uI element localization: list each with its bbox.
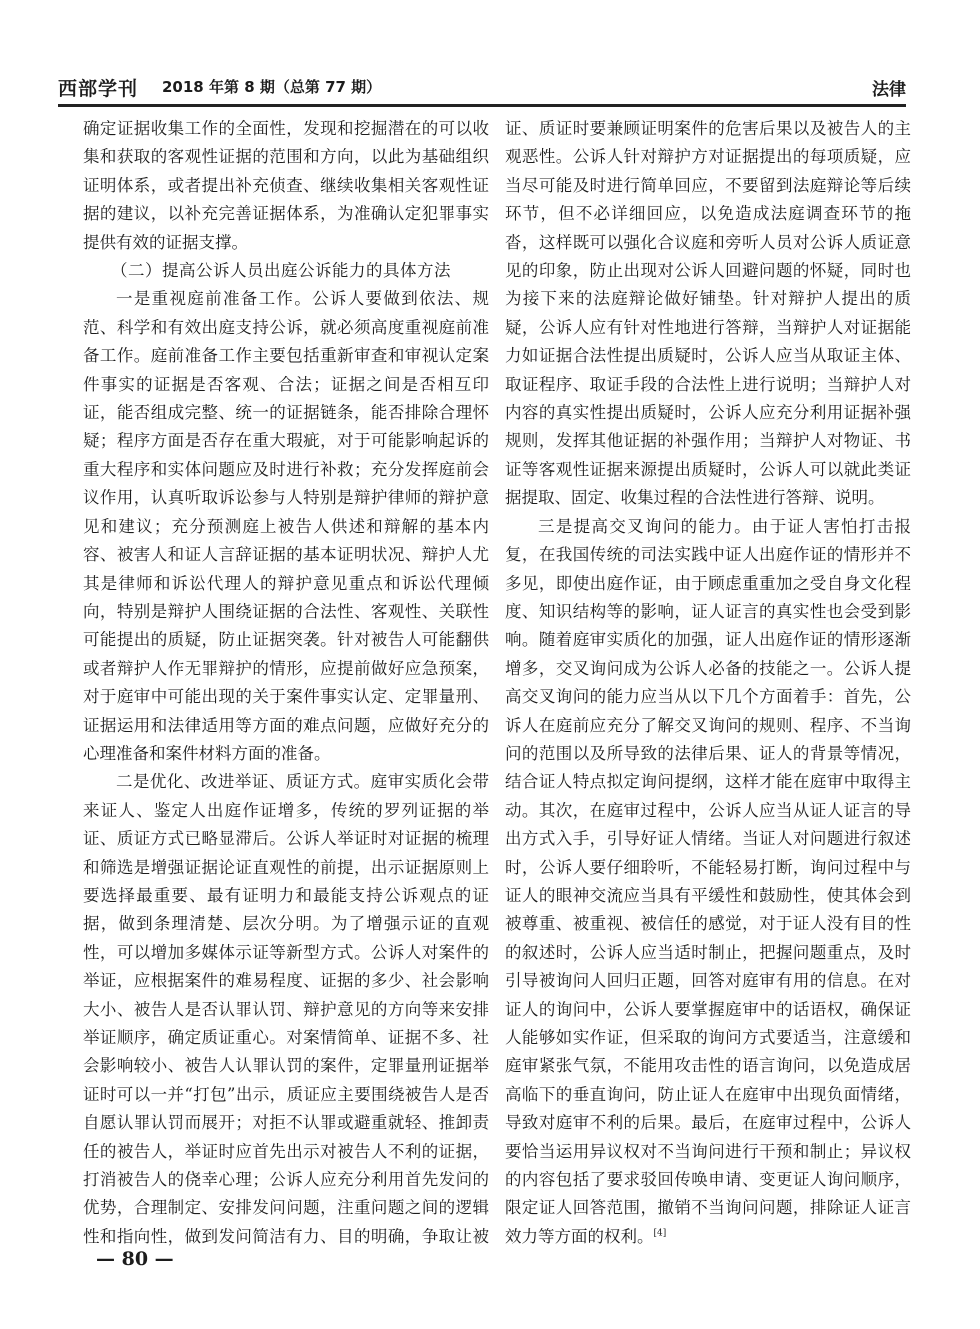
paragraph-text: 三是提高交叉询问的能力。由于证人害怕打击报复，在我国传统的司法实践中证人出庭作证的情形并不多见，即使出庭作证，由于顾虑重重加之受自身文化程度、知识结构等的影响，证人证言的真实性也会受到影响。随着庭审实质化的加强，证人出庭作证的情形逐渐增多，交叉询问成为公诉人必备的技能之一。公诉人提高交叉询问的能力应当从以下几个方面着手：首先，公诉人在庭前应充分了解交叉询问的规则、程序、不当询问的范围以及所导致的法律后果、证人的背景等情况，结合证人特点拟定询问提纲，这样才能在庭审中取得主动。其次，在庭审过程中，公诉人应当从证人证言的导出方式入手，引导好证人情绪。当证人对问题进行叙述时，公诉人要仔细聆听，不能轻易打断，询问过程中与证人的眼神交流应当具有平缓性和鼓励性，使其体会到被尊重、被重视、被信任的感觉，对于证人没有目的性的叙述时，公诉人应当适时制止，把握问题重点，及时引导被询问人回归正题，回答对庭审有用的信息。在对证人的询问中，公诉人要掌握庭审中的话语权，确保证人能够如实作证，但采取的询问方式要适当，注意缓和庭审紧张气氛，不能用攻击性的语言询问，以免造成居高临下的垂直询问，防止证人在庭审中出现负面情绪，导致对庭审不利的后果。最后，在庭审过程中，公诉人要恰当运用异议权对不当询问进行干预和制止；异议权的内容包括了要求驳回传唤申请、变更证人询问顺序，限定证人回答范围，撤销不当询问问题，排除证人证言效力等方面的权利。 [505, 516, 911, 1246]
citation-marker: [4] [653, 1228, 667, 1239]
journal-name: 西部学刊 [58, 78, 139, 100]
paragraph [505, 513, 911, 1250]
issue-info: 2018 年第 8 期（总第 77 期） [162, 78, 382, 96]
section-label: 法律 [872, 80, 906, 100]
subsection-heading: （二）提高公诉人员出庭公诉能力的具体方法 [111, 261, 452, 281]
header-rule [58, 104, 906, 107]
paragraph: 二是优化、改进举证、质证方式。庭审实质化会带来证人、鉴定人出庭作证增多，传统的罗列证据的举证、质证方式已略显滞后。公诉人举证时对证据的梳理和筛选是增强证据论证直观性的前提，出示证据原则上要选择最重要、最有证明力和最能支持公诉观点的证据，做到条理清楚、层次分明。为了增强示证的直观性，可以增加多媒体示证等新型方式。公诉人对案件的举证，应根据案件的难易程度、证据的多少、社会影响大小、被告人是否认罪认罚、辩护意见的方向等来安排举证顺序，确定质证重心。对案情简单、证据不多、社会影响较小、被告人认罪认罚的案件，定罪量刑证据举证时可以一并“打包”出示，质证应主要围绕被告人是否自愿认罪认罚而展开；对拒不认罪或避重就轻、推卸责任的被告人，举证时应首先出示对被告人不利的证据，打消被告人的侥幸心理；公诉人应充分利用首先发问的优势，合理制定、安排发问问题，注重问题之间的逻辑性和指向性，做到发问简洁有力、目的明确，争取让被 [83, 772, 489, 1246]
paragraph: 确定证据收集工作的全面性，发现和挖掘潜在的可以收集和获取的客观性证据的范围和方向，以此为基础组织证明体系，或者提出补充侦查、继续收集相关客观性证据的建议，以补充完善证据体系，为准确认定犯罪事实提供有效的证据支撑。 [83, 119, 489, 252]
left-column [83, 115, 489, 1250]
paragraph: 一是重视庭前准备工作。公诉人要做到依法、规范、科学和有效出庭支持公诉，就必须高度重视庭前准备工作。庭前准备工作主要包括重新审查和审视认定案件事实的证据是否客观、合法；证据之间是否相互印证，能否组成完整、统一的证据链条，能否排除合理怀疑；程序方面是否存在重大瑕疵，对于可能影响起诉的重大程序和实体问题应及时进行补救；充分发挥庭前会议作用，认真听取诉讼参与人特别是辩护律师的辩护意见和建议；充分预测庭上被告人供述和辩解的基本内容、被害人和证人言辞证据的基本证明状况、辩护人尤其是律师和诉讼代理人的辩护意见重点和诉讼代理倾向，特别是辩护人围绕证据的合法性、客观性、关联性可能提出的质疑，防止证据突袭。针对被告人可能翻供或者辩护人作无罪辩护的情形，应提前做好应急预案，对于庭审中可能出现的关于案件事实认定、定罪量刑、证据运用和法律适用等方面的难点问题，应做好充分的心理准备和案件材料方面的准备。 [83, 289, 489, 763]
running-header [58, 72, 906, 102]
paragraph: 证、质证时要兼顾证明案件的危害后果以及被告人的主观恶性。公诉人针对辩护方对证据提出的每项质疑，应当尽可能及时进行简单回应，不要留到法庭辩论等后续环节，但不必详细回应，以免造成法庭调查环节的拖沓，这样既可以强化合议庭和旁听人员对公诉人质证意见的印象，防止出现对公诉人回避问题的怀疑，同时也为接下来的法庭辩论做好铺垫。针对辩护人提出的质疑，公诉人应有针对性地进行答辩，当辩护人对证据能力如证据合法性提出质疑时，公诉人应当从取证主体、取证程序、取证手段的合法性上进行说明；当辩护人对内容的真实性提出质疑时，公诉人应充分利用证据补强规则，发挥其他证据的补强作用；当辩护人对物证、书证等客观性证据来源提出质疑时，公诉人可以就此类证据提取、固定、收集过程的合法性进行答辩、说明。 [505, 119, 911, 508]
right-column [505, 115, 911, 1250]
page-number: — 80 — [96, 1248, 174, 1270]
